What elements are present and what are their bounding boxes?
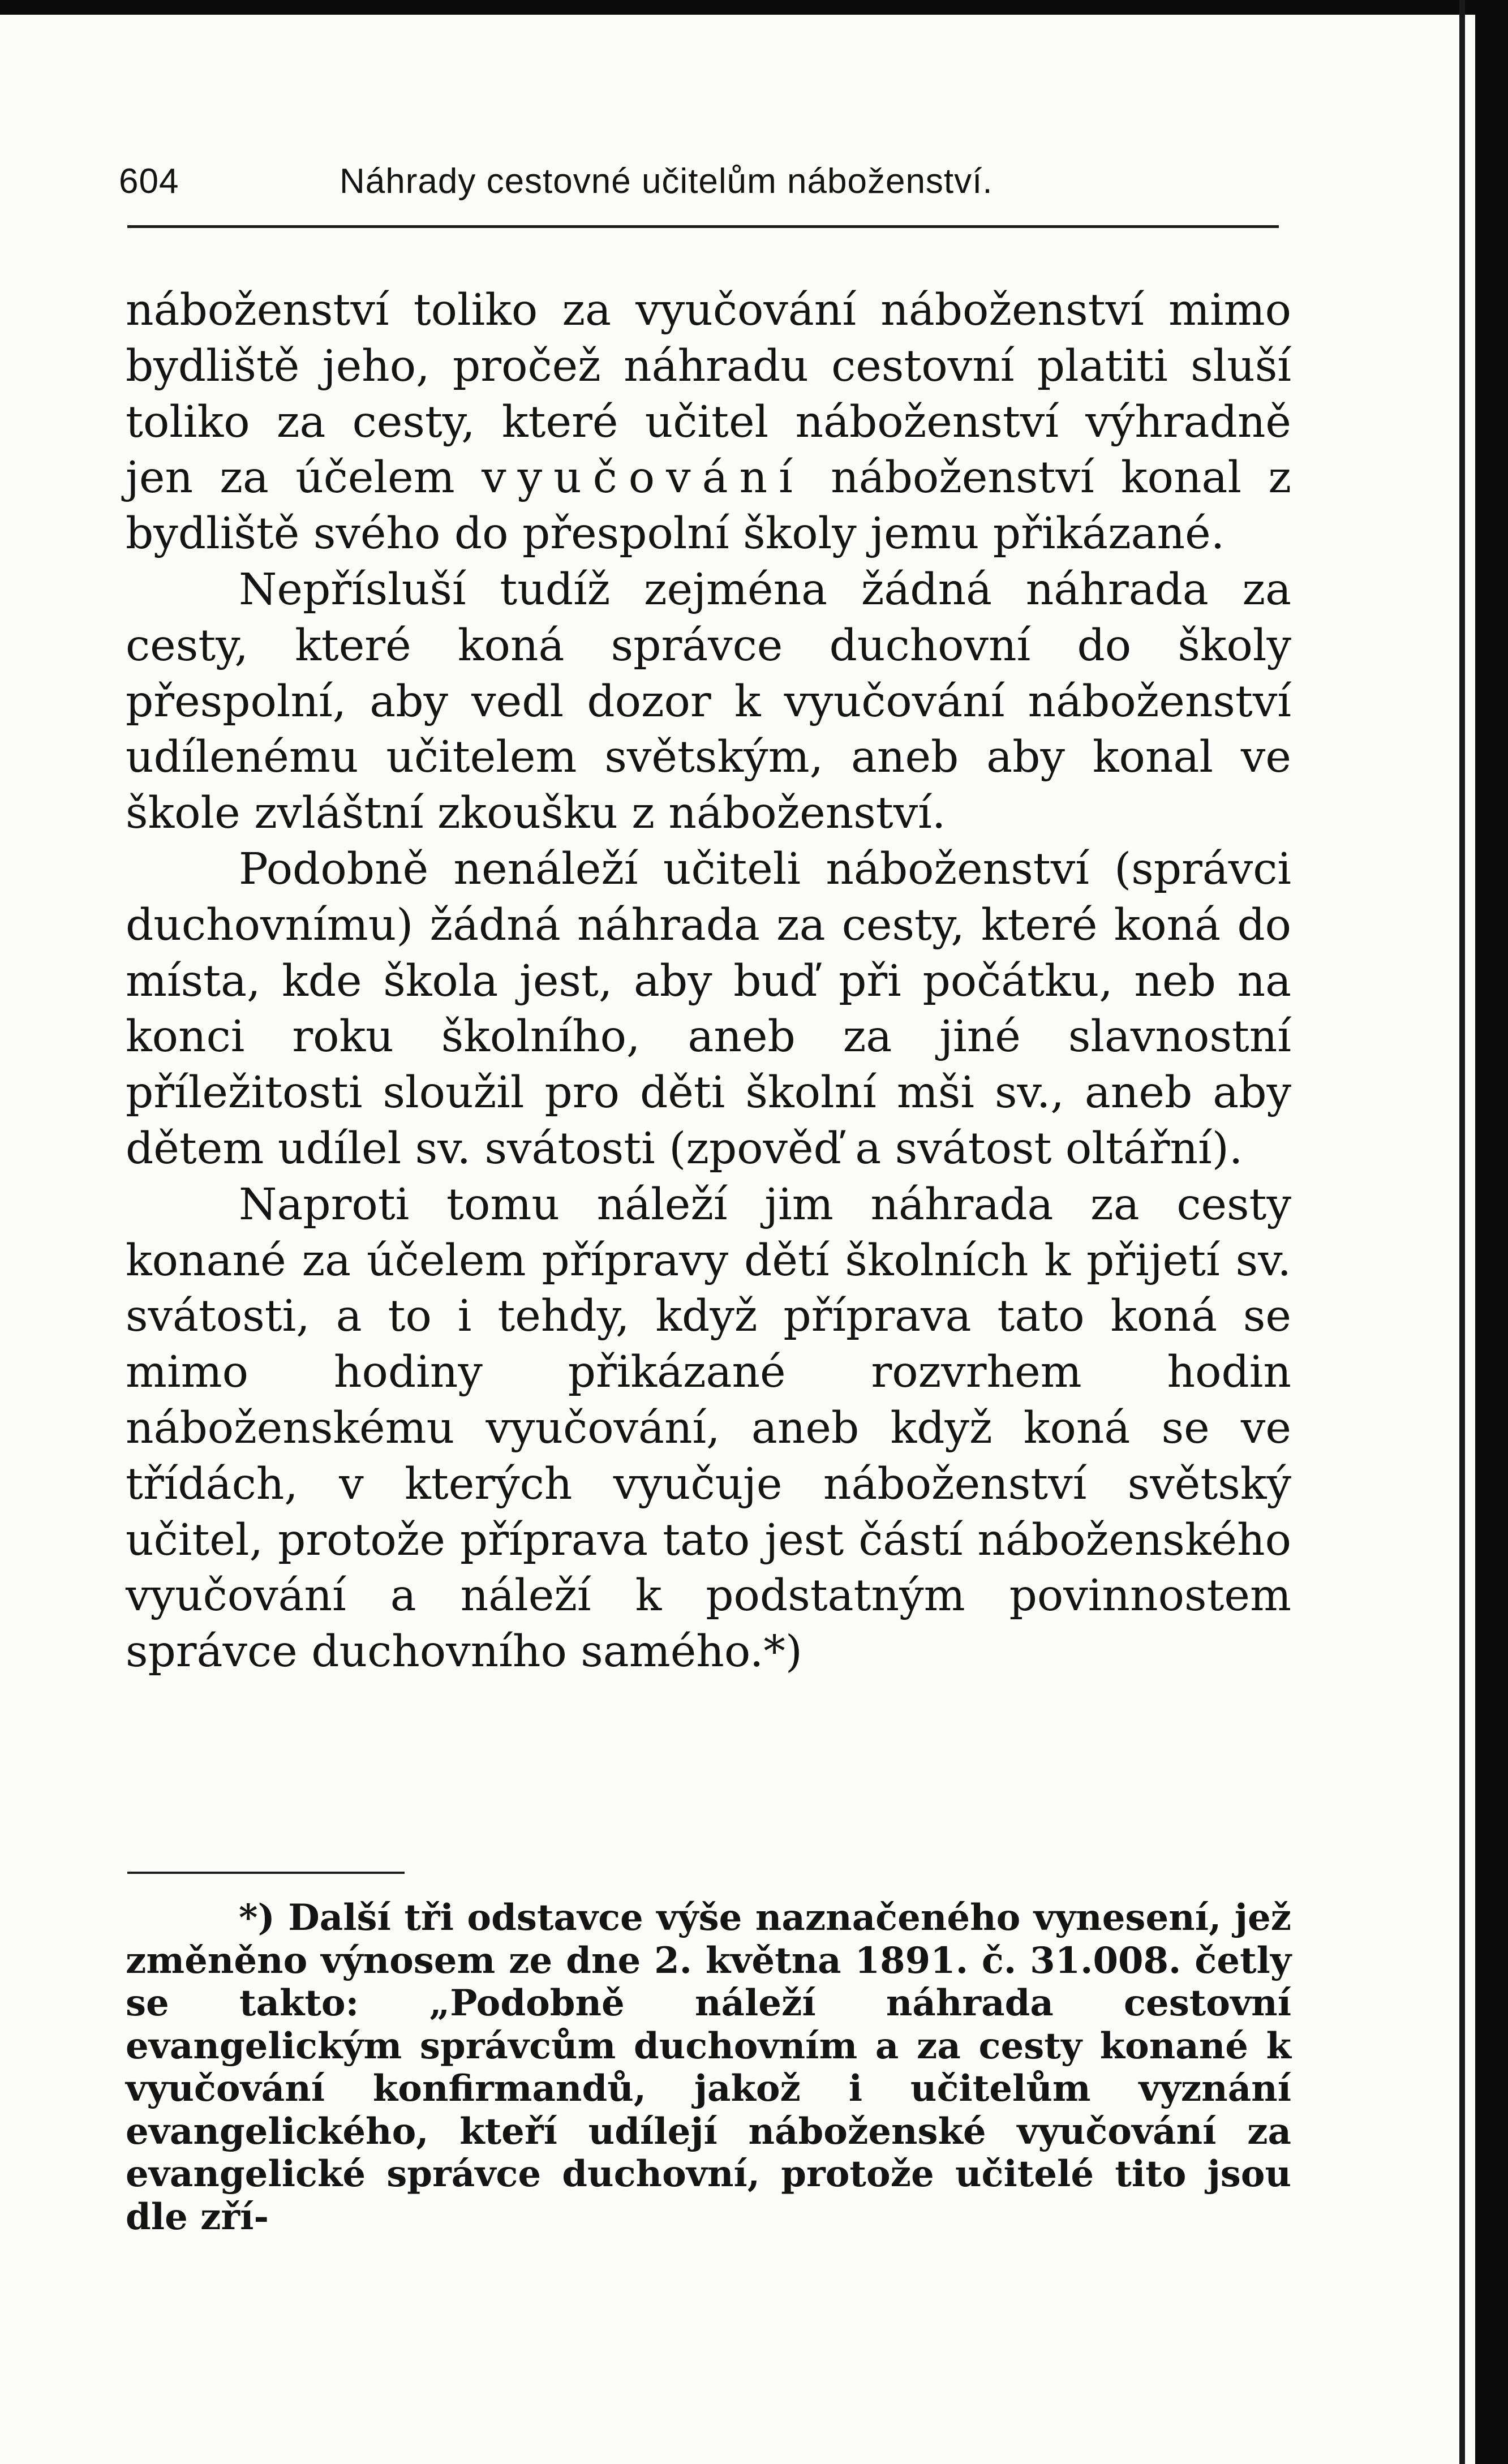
scan-border-right-inner (1459, 0, 1465, 2464)
paragraph-1-emphasis: vyučování (482, 453, 804, 504)
page-number: 604 (119, 162, 179, 201)
footnote (126, 1897, 1291, 2238)
paragraph-2: Nepřísluší tudíž zejména žádná náhrada za cesty, které koná správce duchovní do školy přespolní, aby vedl dozor k vyučování náboženství udílenému učitelem světským, aneb aby konal ve škole zvláštní zkoušku z náboženství. (126, 564, 1291, 839)
paragraph-4: Naproti tomu náleží jim náhrada za cesty konané za účelem přípravy dětí školních k přijetí sv. svátosti, a to i tehdy, když příprava tato koná se mimo hodiny přikázané rozvrhem hodin náboženskému vyučování, aneb když koná se ve třídách, v kterých vyučuje náboženství světský učitel, protože příprava tato jest částí náboženského vyučování a náleží k podstatným povinnostem správce duchovního samého.*) (126, 1179, 1291, 1678)
paragraph-3: Podobně nenáleží učiteli náboženství (správci duchovnímu) žádná náhrada za cesty, které koná do místa, kde škola jest, aby buď při počátku, neb na konci roku školního, aneb za jiné slavnostní příležitosti sloužil pro děti školní mši sv., aneb aby dětem udílel sv. svátosti (zpověď a svátost oltářní). (126, 844, 1291, 1174)
main-text (126, 283, 1291, 1680)
footnote-rule (127, 1872, 405, 1874)
scan-border-right (1475, 0, 1508, 2464)
paragraph-1-part-b: náboženství konal z bydliště svého do přespolní školy jemu přikázané. (126, 453, 1291, 560)
page-header (119, 161, 1284, 207)
running-title: Náhrady cestovné učitelům náboženství. (340, 162, 993, 201)
footnote-text: *) Další tři odstavce výše naznačeného vynesení, jež změněno výnosem ze dne 2. května 1891. č. 31.008. četly se takto: „Podobně náleží náhrada cestovní evangelickým správcům duchovním a za cesty konané k vyučování konfirmandů, jakož i učitelům vyznání evangelického, kteří udílejí náboženské vyučování za evangelické správce duchovní, protože učitelé tito jsou dle zří- (126, 1897, 1291, 2238)
paragraph-1 (126, 283, 1291, 562)
paragraph-1-part-a: náboženství toliko za vyučování náboženství mimo bydliště jeho, pročež náhradu cestovní platiti sluší toliko za cesty, které učitel náboženství výhradně jen za účelem (126, 285, 1291, 504)
header-rule (127, 225, 1279, 228)
scan-border-top (0, 0, 1508, 15)
